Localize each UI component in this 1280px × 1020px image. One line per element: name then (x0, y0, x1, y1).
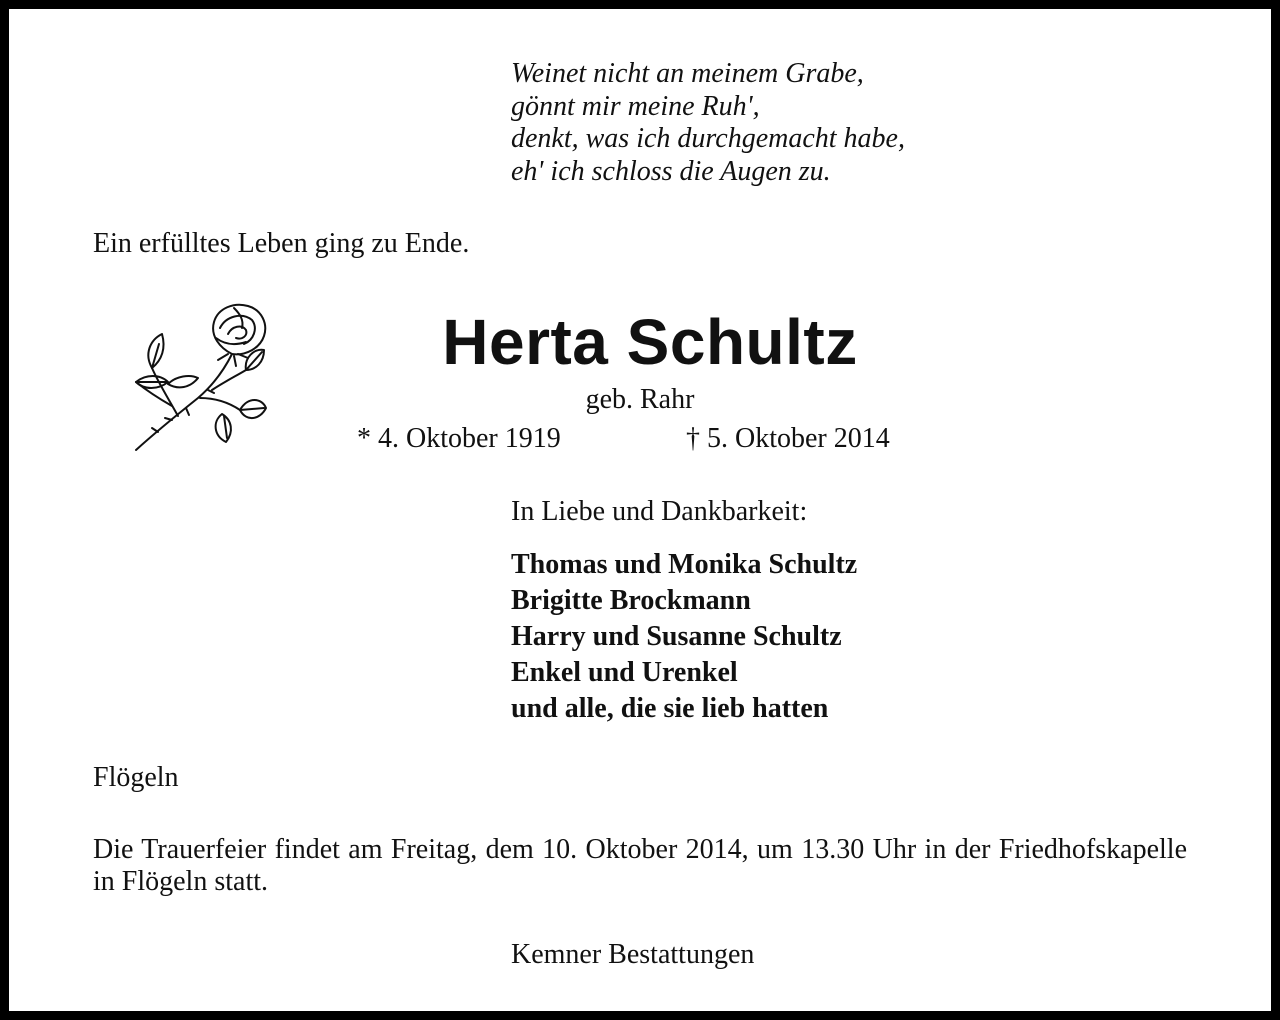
place-name: Flögeln (93, 762, 179, 793)
poem-line: gönnt mir meine Ruh', (511, 90, 760, 122)
undertaker-name: Kemner Bestattungen (511, 939, 755, 970)
intro-text: Ein erfülltes Leben ging zu Ende. (93, 228, 470, 259)
mourner-line: Thomas und Monika Schultz (511, 549, 858, 580)
poem-line: eh' ich schloss die Augen zu. (511, 155, 831, 187)
mourners-list (511, 547, 857, 727)
maiden-name: geb. Rahr (585, 384, 695, 415)
mourner-line: und alle, die sie lieb hatten (511, 693, 829, 724)
mourner-line: Brigitte Brockmann (511, 585, 751, 616)
poem (511, 58, 905, 188)
death-date: † 5. Oktober 2014 (686, 423, 890, 454)
poem-line: denkt, was ich durchgemacht habe, (511, 123, 905, 154)
family-heading: In Liebe und Dankbarkeit: (511, 496, 808, 527)
service-notice: Die Trauerfeier findet am Freitag, dem 10. Oktober 2014, um 13.30 Uhr in der Friedhofskapelle in Flögeln statt. (93, 834, 1187, 897)
mourner-line: Harry und Susanne Schultz (511, 621, 842, 652)
mourner-line: Enkel und Urenkel (511, 657, 738, 688)
birth-date: * 4. Oktober 1919 (357, 423, 561, 454)
deceased-name: Herta Schultz (442, 306, 858, 378)
poem-line: Weinet nicht an meinem Grabe, (511, 58, 864, 89)
